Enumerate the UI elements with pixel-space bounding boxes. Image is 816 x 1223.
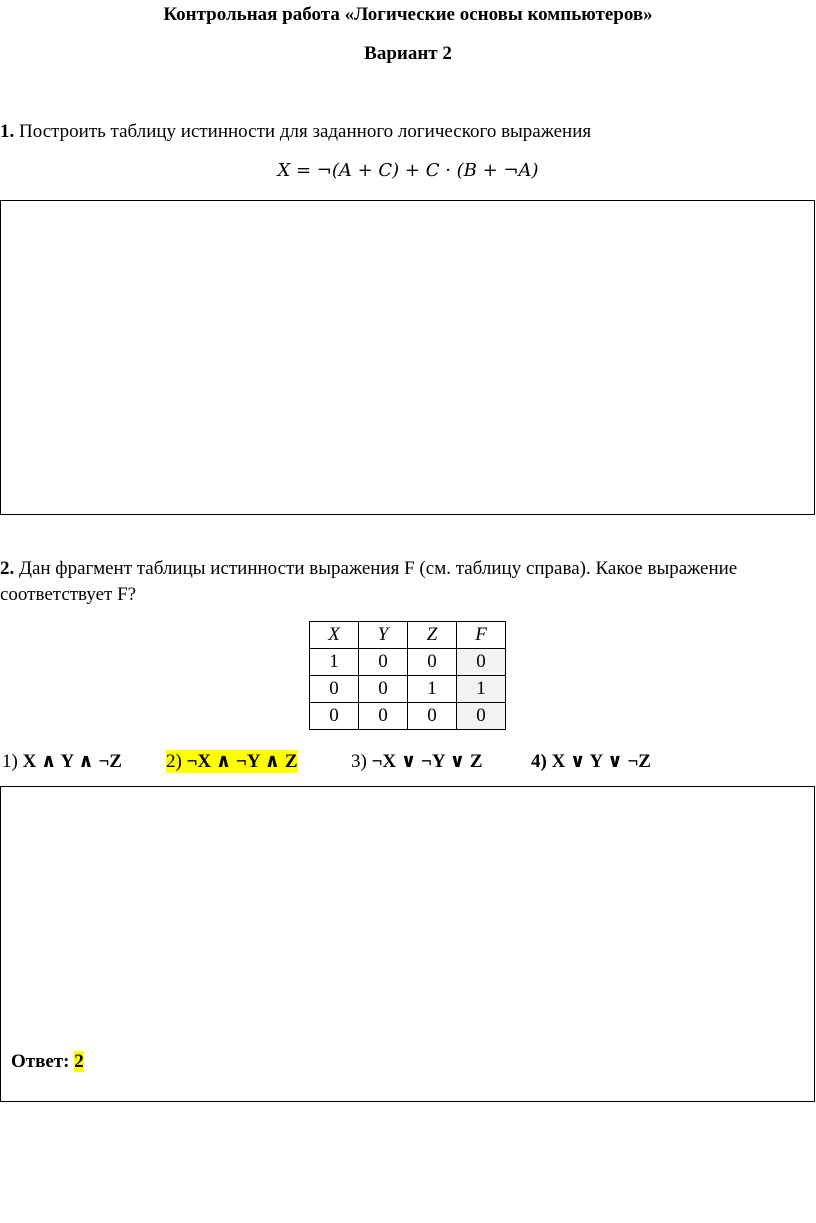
variant-label: Вариант 2 — [364, 43, 452, 64]
option-4 — [531, 750, 651, 773]
option-number: 2) — [166, 751, 182, 772]
option-number: 1) — [2, 751, 18, 772]
option-2-highlighted — [166, 750, 298, 773]
cell-f: 0 — [457, 649, 506, 676]
task2-text: Дан фрагмент таблицы истинности выражения F (см. таблицу справа). Какое выражение соответствует F? — [0, 558, 738, 605]
task1-question — [0, 119, 816, 145]
cell-z: 1 — [408, 676, 457, 703]
option-3 — [351, 750, 483, 773]
option-expression: X ∧ Y ∧ ¬Z — [22, 751, 122, 772]
truth-table-fragment — [309, 621, 506, 730]
header-z: Z — [408, 622, 457, 649]
cell-x: 0 — [310, 703, 359, 730]
task1-text: Построить таблицу истинности для заданного логического выражения — [14, 121, 592, 142]
cell-y: 0 — [359, 649, 408, 676]
task1-number: 1. — [0, 121, 15, 142]
header-y: Y — [359, 622, 408, 649]
cell-f: 0 — [457, 703, 506, 730]
option-number: 4) — [531, 751, 547, 772]
answer-value: 2 — [74, 1051, 84, 1072]
task1-formula: X = ¬(A + C) + C · (B + ¬A) — [277, 160, 539, 181]
cell-y: 0 — [359, 703, 408, 730]
option-1 — [2, 750, 122, 773]
answer-line — [11, 1051, 84, 1073]
cell-y: 0 — [359, 676, 408, 703]
table-row — [310, 676, 506, 703]
cell-z: 0 — [408, 649, 457, 676]
option-expression: X ∨ Y ∨ ¬Z — [551, 751, 651, 772]
cell-z: 0 — [408, 703, 457, 730]
table-row — [310, 703, 506, 730]
option-expression: ¬X ∨ ¬Y ∨ Z — [371, 751, 483, 772]
document-title: Контрольная работа «Логические основы компьютеров» — [163, 4, 653, 25]
table-header-row — [310, 622, 506, 649]
task2-answer-box[interactable] — [0, 786, 815, 1102]
option-expression: ¬X ∧ ¬Y ∧ Z — [186, 751, 298, 772]
table-row — [310, 649, 506, 676]
cell-x: 0 — [310, 676, 359, 703]
task2-question — [0, 556, 816, 608]
header-f: F — [457, 622, 506, 649]
answer-label: Ответ: — [11, 1051, 70, 1072]
cell-f: 1 — [457, 676, 506, 703]
option-number: 3) — [351, 751, 367, 772]
header-x: X — [310, 622, 359, 649]
cell-x: 1 — [310, 649, 359, 676]
answer-options — [0, 750, 816, 778]
task1-answer-box[interactable] — [0, 200, 815, 515]
task2-number: 2. — [0, 558, 15, 579]
